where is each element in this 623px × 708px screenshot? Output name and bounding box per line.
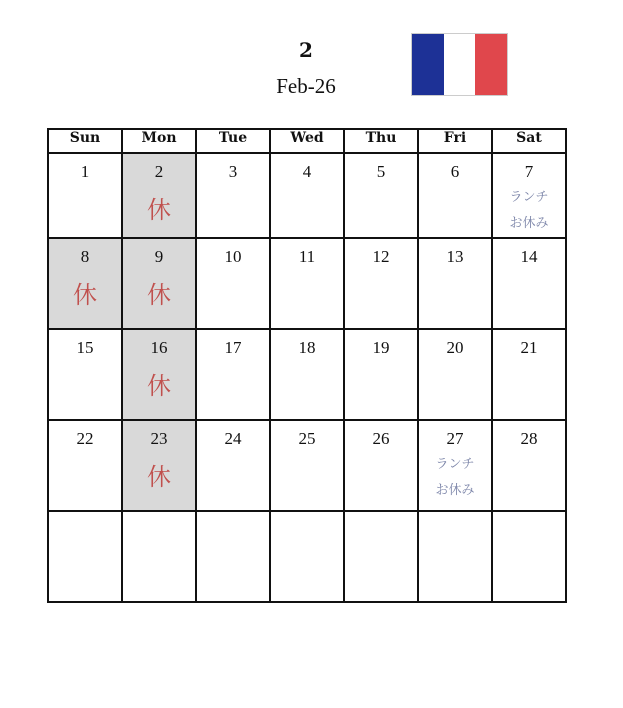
- day-number: 24: [224, 429, 242, 448]
- day-cell: [492, 511, 566, 602]
- day-cell: [48, 238, 122, 329]
- weekday-fri: Fri: [418, 129, 492, 153]
- day-cell: [418, 238, 492, 329]
- day-number: 18: [298, 338, 316, 357]
- closed-mark: 休: [147, 196, 171, 224]
- lunch-closed-note: [419, 452, 491, 504]
- day-number: 13: [446, 247, 464, 266]
- lunch-closed-line1: ランチ: [435, 457, 475, 472]
- flag-stripe-white: [444, 34, 476, 95]
- lunch-closed-line1: ランチ: [509, 190, 549, 205]
- week-row: [48, 238, 566, 329]
- day-cell: [418, 511, 492, 602]
- day-number: 9: [154, 247, 164, 266]
- lunch-closed-note: [493, 185, 565, 237]
- day-cell: [344, 238, 418, 329]
- day-number: 20: [446, 338, 464, 357]
- day-number: 1: [80, 162, 90, 181]
- day-cell: [48, 420, 122, 511]
- lunch-closed-line2: お休み: [509, 216, 549, 231]
- day-cell: [122, 238, 196, 329]
- closed-mark: 休: [147, 281, 171, 309]
- lunch-closed-line2: お休み: [435, 483, 475, 498]
- week-row: [48, 420, 566, 511]
- day-number: 21: [520, 338, 538, 357]
- month-label: Feb-26: [276, 74, 336, 98]
- day-number: 27: [446, 429, 464, 448]
- day-number: 15: [76, 338, 94, 357]
- week-row: [48, 153, 566, 238]
- weekday-wed: Wed: [270, 129, 344, 153]
- day-cell: [122, 420, 196, 511]
- day-number: 7: [524, 162, 534, 181]
- day-cell: [270, 420, 344, 511]
- day-cell: [48, 511, 122, 602]
- flag-stripe-red: [475, 34, 507, 95]
- day-cell: [492, 238, 566, 329]
- day-cell: [196, 420, 270, 511]
- day-cell: [492, 420, 566, 511]
- day-cell: [270, 511, 344, 602]
- day-number: 5: [376, 162, 386, 181]
- day-cell: [122, 153, 196, 238]
- weekday-header-row: [48, 129, 566, 153]
- day-cell: [270, 329, 344, 420]
- day-cell: [196, 511, 270, 602]
- day-cell: [418, 153, 492, 238]
- closed-mark: 休: [147, 372, 171, 400]
- day-cell: [344, 420, 418, 511]
- day-number: 6: [450, 162, 460, 181]
- day-cell: [196, 153, 270, 238]
- day-number: 4: [302, 162, 312, 181]
- week-row: [48, 511, 566, 602]
- day-number: 22: [76, 429, 94, 448]
- day-cell: [492, 329, 566, 420]
- day-number: 8: [80, 247, 90, 266]
- week-row: [48, 329, 566, 420]
- day-cell: [344, 153, 418, 238]
- weekday-sat: Sat: [492, 129, 566, 153]
- weekday-tue: Tue: [196, 129, 270, 153]
- weekday-thu: Thu: [344, 129, 418, 153]
- day-cell: [122, 329, 196, 420]
- weekday-mon: Mon: [122, 129, 196, 153]
- day-number: 23: [150, 429, 168, 448]
- day-number: 10: [224, 247, 242, 266]
- france-flag-icon: [412, 34, 507, 95]
- day-cell: [196, 329, 270, 420]
- weekday-sun: Sun: [48, 129, 122, 153]
- day-number: 28: [520, 429, 538, 448]
- day-number: 26: [372, 429, 390, 448]
- day-cell: [270, 238, 344, 329]
- day-number: 2: [154, 162, 164, 181]
- day-cell: [48, 153, 122, 238]
- calendar-grid: [47, 128, 567, 603]
- day-cell: [418, 420, 492, 511]
- day-number: 25: [298, 429, 316, 448]
- day-cell: [344, 329, 418, 420]
- day-number: 11: [298, 247, 316, 266]
- day-cell: [344, 511, 418, 602]
- flag-stripe-blue: [412, 34, 444, 95]
- day-number: 14: [520, 247, 538, 266]
- day-cell: [492, 153, 566, 238]
- day-number: 16: [150, 338, 168, 357]
- day-number: 19: [372, 338, 390, 357]
- month-number: 2: [299, 38, 313, 62]
- day-cell: [270, 153, 344, 238]
- day-number: 17: [224, 338, 242, 357]
- day-cell: [48, 329, 122, 420]
- day-cell: [418, 329, 492, 420]
- closed-mark: 休: [73, 281, 97, 309]
- closed-mark: 休: [147, 463, 171, 491]
- day-cell: [122, 511, 196, 602]
- day-cell: [196, 238, 270, 329]
- day-number: 12: [372, 247, 390, 266]
- day-number: 3: [228, 162, 238, 181]
